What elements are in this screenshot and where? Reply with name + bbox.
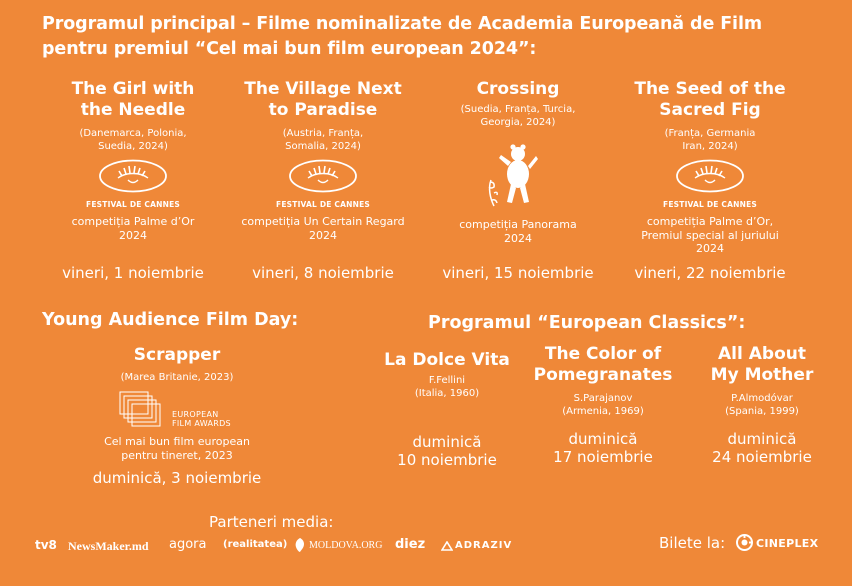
film-director: P.Almodóvar <box>731 393 793 404</box>
film-title: La Dolce Vita <box>384 350 510 370</box>
screening-date: duminică 17 noiembrie <box>553 430 653 466</box>
film-meta: (Italia, 1960) <box>414 388 480 399</box>
festival-label: FESTIVAL DE CANNES <box>276 200 370 209</box>
young-film-card <box>77 345 277 384</box>
film-director: F.Fellini <box>428 375 466 386</box>
partner-logo-newsmaker: NewsMaker.md <box>68 539 149 553</box>
film-meta: (Austria, Franța, Somalia, 2024) <box>282 128 364 152</box>
film-meta: (Marea Britanie, 2023) <box>120 372 234 383</box>
festival-label: FESTIVAL DE CANNES <box>86 200 180 209</box>
page-title <box>42 12 842 62</box>
screening-date: duminică, 3 noiembrie <box>92 469 262 487</box>
partners-label: Parteneri media: <box>209 513 334 531</box>
title-line-2: pentru premiul “Cel mai bun film european 2024”: <box>42 39 537 59</box>
film-card-3 <box>428 79 608 129</box>
screening-date: vineri, 15 noiembrie <box>442 264 594 282</box>
film-title: The Girl with the Needle <box>71 79 195 120</box>
title-line-1: Programul principal – Filme nominalizate de Academia Europeană de Film <box>42 14 762 34</box>
tickets-label: Bilete la: <box>659 534 726 552</box>
film-title: The Village Next to Paradise <box>244 79 402 120</box>
film-meta: (Suedia, Franța, Turcia, Georgia, 2024) <box>460 104 576 128</box>
film-meta: (Danemarca, Polonia, Suedia, 2024) <box>79 128 187 152</box>
screening-date: duminică 10 noiembrie <box>397 433 497 469</box>
film-title: Scrapper <box>133 345 221 365</box>
competition-info: competiția Panorama 2024 <box>459 218 577 245</box>
competition-info: competiția Palme d’Or 2024 <box>71 215 195 242</box>
efa-logo-frames <box>118 390 170 430</box>
film-meta: (Armenia, 1969) <box>562 406 644 417</box>
cannes-palm-logo <box>98 159 168 193</box>
film-card-2 <box>233 79 413 242</box>
partner-logo-moldova-org: MOLDOVA.ORG <box>309 540 383 551</box>
competition-info: competiția Un Certain Regard 2024 <box>241 215 405 242</box>
classic-film-1 <box>362 347 532 400</box>
partner-logo-realitatea: (realitatea) <box>223 539 288 550</box>
young-audience-heading: Young Audience Film Day: <box>42 310 299 330</box>
cannes-palm-logo <box>675 159 745 193</box>
festival-label: FESTIVAL DE CANNES <box>663 200 757 209</box>
screening-date: duminică 24 noiembrie <box>712 430 812 466</box>
partner-logo-adraziv: ADRAZIV <box>455 540 513 551</box>
adraziv-icon <box>441 541 453 551</box>
cineplex-logo-text[interactable]: CINEPLEX <box>756 537 819 550</box>
film-title: The Seed of the Sacred Fig <box>634 79 786 120</box>
partner-logo-agora: agora <box>169 537 207 552</box>
berlinale-bear-logo <box>482 136 540 212</box>
cannes-palm-logo <box>288 159 358 193</box>
partner-logo-tv8: tv8 <box>35 538 57 552</box>
film-meta: (Spania, 1999) <box>725 406 799 417</box>
partner-logo-diez: diez <box>395 537 426 552</box>
film-meta: (Franța, Germania Iran, 2024) <box>664 128 756 152</box>
award-info: Cel mai bun film european pentru tineret, 2023 <box>104 435 250 462</box>
moldova-org-icon <box>293 537 307 553</box>
film-title: The Color of Pomegranates <box>533 344 673 385</box>
film-director: S.Parajanov <box>573 393 633 404</box>
screening-date: vineri, 22 noiembrie <box>634 264 786 282</box>
classics-heading: Programul “European Classics”: <box>428 313 746 333</box>
competition-info: competiția Palme d’Or, Premiul special al juriului 2024 <box>641 215 779 255</box>
film-card-4 <box>620 79 800 256</box>
efa-logo-text: EUROPEAN FILM AWARDS <box>172 410 231 428</box>
screening-date: vineri, 8 noiembrie <box>252 264 394 282</box>
film-title: Crossing <box>476 79 560 99</box>
classic-film-2 <box>518 344 688 418</box>
classic-film-3 <box>682 344 842 418</box>
film-title: All About My Mother <box>710 344 814 385</box>
film-card-1 <box>43 79 223 242</box>
cineplex-icon <box>736 534 753 551</box>
screening-date: vineri, 1 noiembrie <box>62 264 204 282</box>
